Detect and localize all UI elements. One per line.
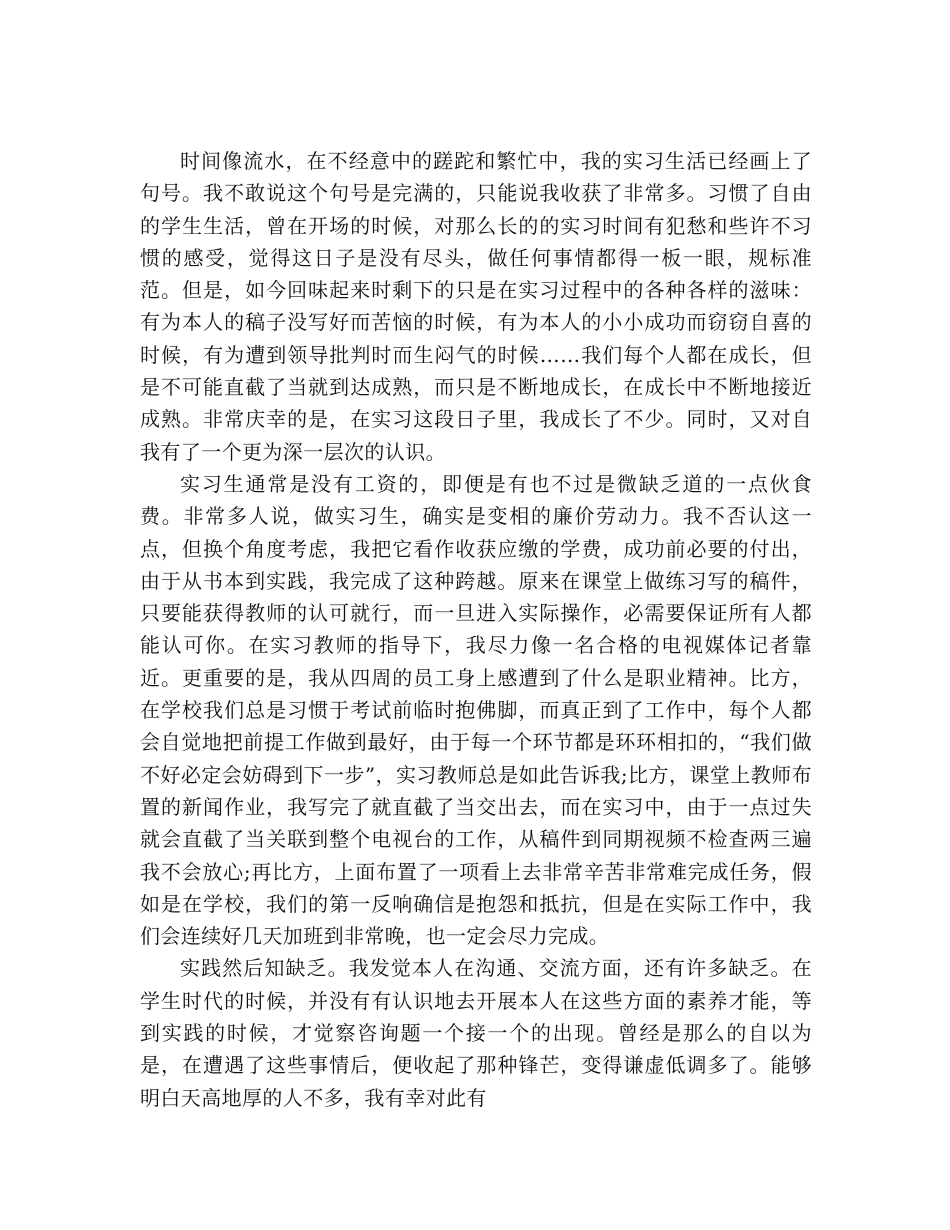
paragraph-2: 实习生通常是没有工资的，即便是有也不过是微缺乏道的一点伙食费。非常多人说，做实习生，确实是变相的廉价劳动力。我不否认这一点，但换个角度考虑，我把它看作收获应缴的学费，成功前必要的付出，由于从书本到实践，我完成了这种跨越。原来在课堂上做练习写的稿件，只要能获得教师的认可就行，而一旦进入实际操作，必需要保证所有人都能认可你。在实习教师的指导下，我尽力像一名合格的电视媒体记者靠近。更重要的是，我从四周的员工身上感遭到了什么是职业精神。比方，在学校我们总是习惯于考试前临时抱佛脚，而真正到了工作中，每个人都会自觉地把前提工作做到最好，由于每一个环节都是环环相扣的，“我们做不好必定会妨碍到下一步”，实习教师总是如此告诉我;比方，课堂上教师布置的新闻作业，我写完了就直截了当交出去，而在实习中，由于一点过失就会直截了当关联到整个电视台的工作，从稿件到同期视频不检查两三遍我不会放心;再比方，上面布置了一项看上去非常辛苦非常难完成任务，假如是在学校，我们的第一反响确信是抱怨和抵抗，但是在实际工作中，我们会连续好几天加班到非常晚，也一定会尽力完成。 xyxy=(140,471,812,949)
document-body xyxy=(140,145,812,1114)
paragraph-1: 时间像流水，在不经意中的蹉跎和繁忙中，我的实习生活已经画上了句号。我不敢说这个句号是完满的，只能说我收获了非常多。习惯了自由的学生生活，曾在开场的时候，对那么长的的实习时间有犯愁和些许不习惯的感受，觉得这日子是没有尽头，做任何事情都得一板一眼，规标准范。但是，如今回味起来时剩下的只是在实习过程中的各种各样的滋味：有为本人的稿子没写好而苦恼的时候，有为本人的小小成功而窃窃自喜的时候，有为遭到领导批判时而生闷气的时候……我们每个人都在成长，但是不可能直截了当就到达成熟，而只是不断地成长，在成长中不断地接近成熟。非常庆幸的是，在实习这段日子里，我成长了不少。同时，又对自我有了一个更为深一层次的认识。 xyxy=(140,149,812,464)
paragraph-3: 实践然后知缺乏。我发觉本人在沟通、交流方面，还有许多缺乏。在学生时代的时候，并没有有认识地去开展本人在这些方面的素养才能，等到实践的时候，才觉察咨询题一个接一个的出现。曾经是那么的自以为是，在遭遇了这些事情后，便收起了那种锋芒，变得谦虚低调多了。能够明白天高地厚的人不多，我有幸对此有 xyxy=(140,956,812,1110)
